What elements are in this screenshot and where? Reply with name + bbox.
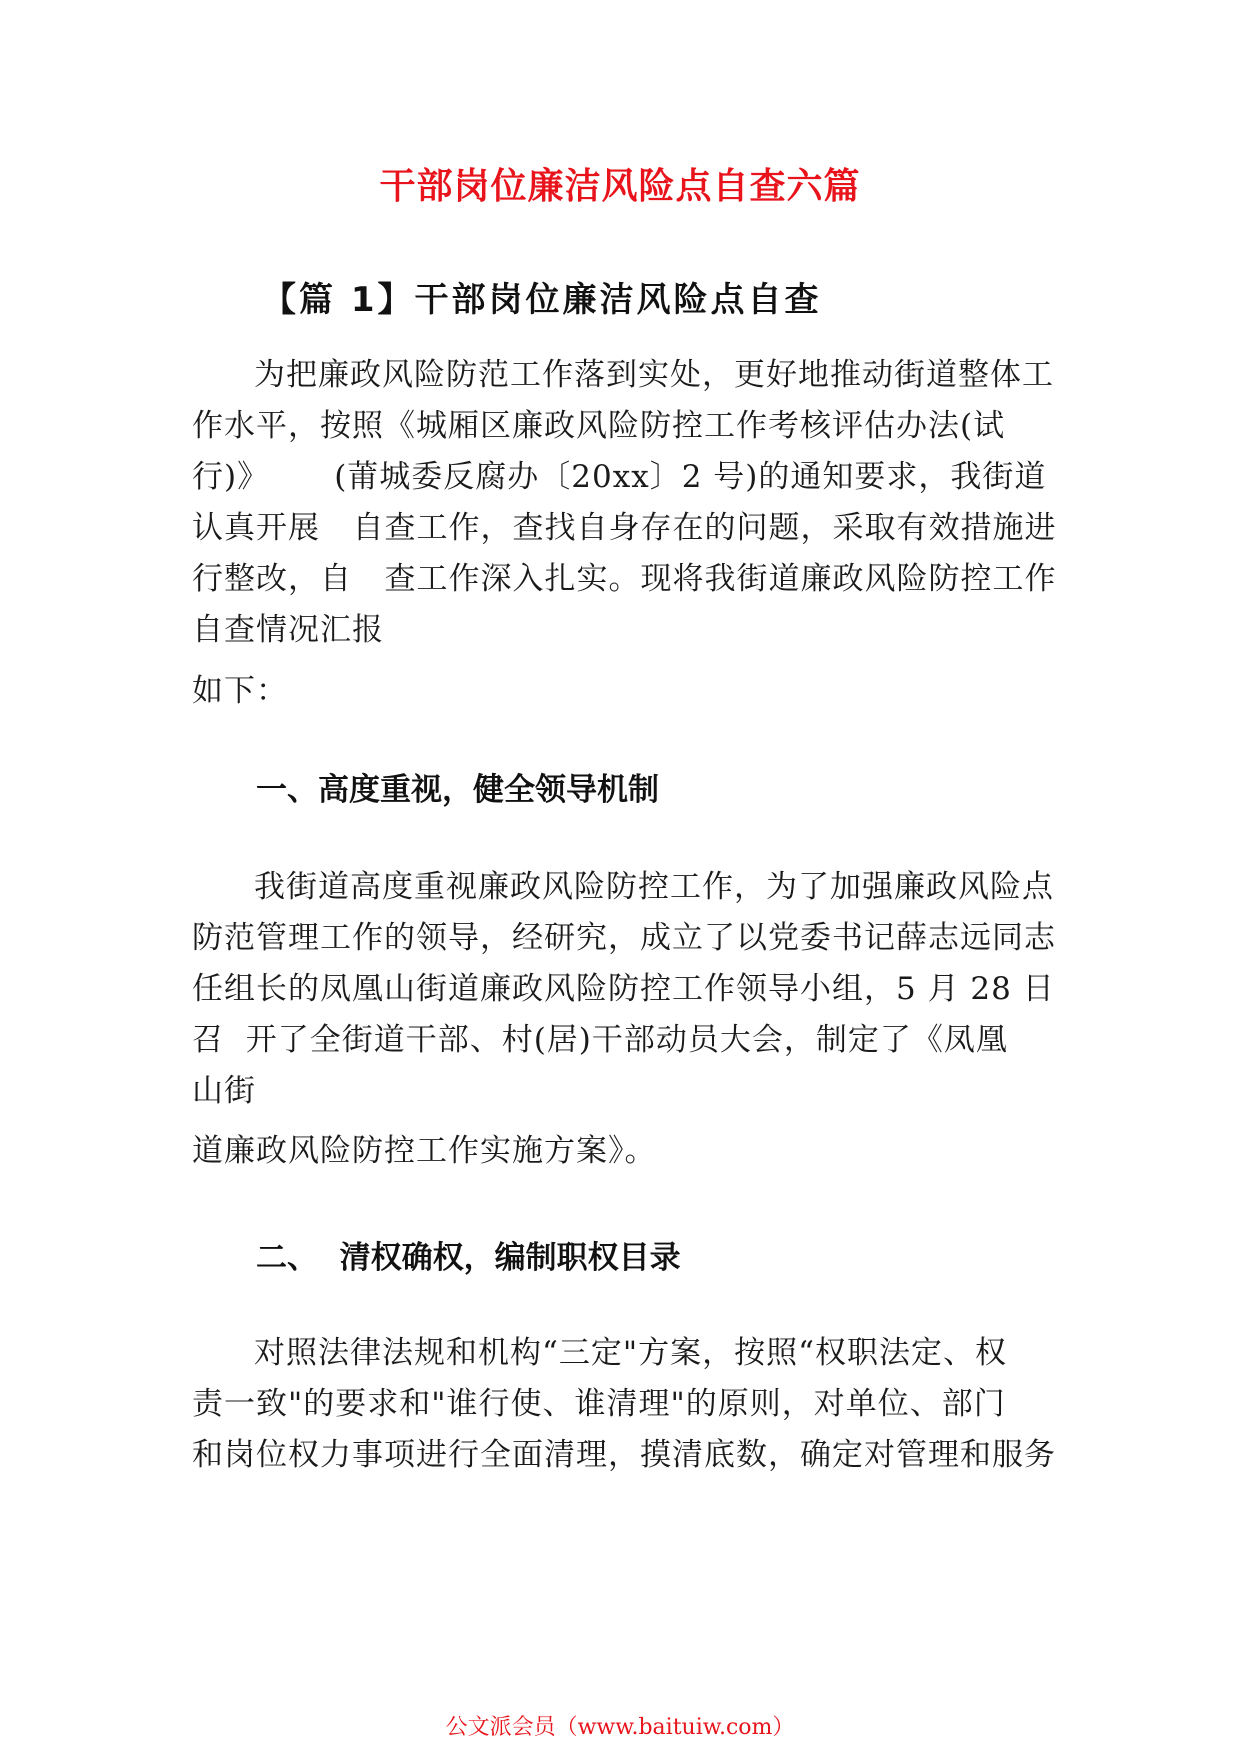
intro-line: 作水平，按照《城厢区廉政风险防控工作考核评估办法(试 xyxy=(192,408,1006,444)
paragraph-line: 山街 xyxy=(192,1073,256,1109)
heading-two: 二、 清权确权，编制职权目录 xyxy=(256,1240,681,1276)
intro-tail-line: 如下： xyxy=(192,673,288,709)
intro-line: 为把廉政风险防范工作落到实处，更好地推动街道整体工 xyxy=(254,357,1054,393)
paragraph-two xyxy=(192,1328,1072,1481)
paragraph-line: 召 开了全街道干部、村(居)干部动员大会，制定了《凤凰 xyxy=(192,1022,1008,1058)
section-title: 【篇 1】干部岗位廉洁风险点自查 xyxy=(262,280,822,320)
paragraph-line: 防范管理工作的领导，经研究，成立了以党委书记薛志远同志 xyxy=(192,920,1056,956)
paragraph-line: 和岗位权力事项进行全面清理，摸清底数，确定对管理和服务 xyxy=(192,1437,1056,1473)
paragraph-line: 责一致"的要求和"谁行使、谁清理"的原则，对单位、部门 xyxy=(192,1386,1006,1422)
paragraph-one xyxy=(192,862,1072,1117)
intro-line: 行整改，自 查工作深入扎实。现将我街道廉政风险防控工作 xyxy=(192,561,1057,597)
heading-one: 一、高度重视，健全领导机制 xyxy=(256,772,659,808)
paragraph-line: 任组长的凤凰山街道廉政风险防控工作领导小组，5 月 28 日 xyxy=(192,971,1055,1007)
paragraph-tail-line: 道廉政风险防控工作实施方案》。 xyxy=(192,1133,657,1169)
intro-line: 行)》 (莆城委反腐办〔20xx〕2 号)的通知要求，我街道 xyxy=(192,459,1047,495)
footer-watermark: 公文派会员（www.baituiw.com） xyxy=(445,1715,795,1740)
paragraph-line: 对照法律法规和机构“三定"方案，按照“权职法定、权 xyxy=(254,1335,1007,1371)
intro-line: 自查情况汇报 xyxy=(192,612,384,648)
paragraph-line: 我街道高度重视廉政风险防控工作，为了加强廉政风险点 xyxy=(254,869,1054,905)
paragraph-one-tail xyxy=(192,1126,1072,1177)
intro-paragraph xyxy=(192,350,1072,656)
document-title: 干部岗位廉洁风险点自查六篇 xyxy=(379,166,861,207)
intro-tail xyxy=(192,666,1072,717)
intro-line: 认真开展 自查工作，查找自身存在的问题，采取有效措施进 xyxy=(192,510,1057,546)
